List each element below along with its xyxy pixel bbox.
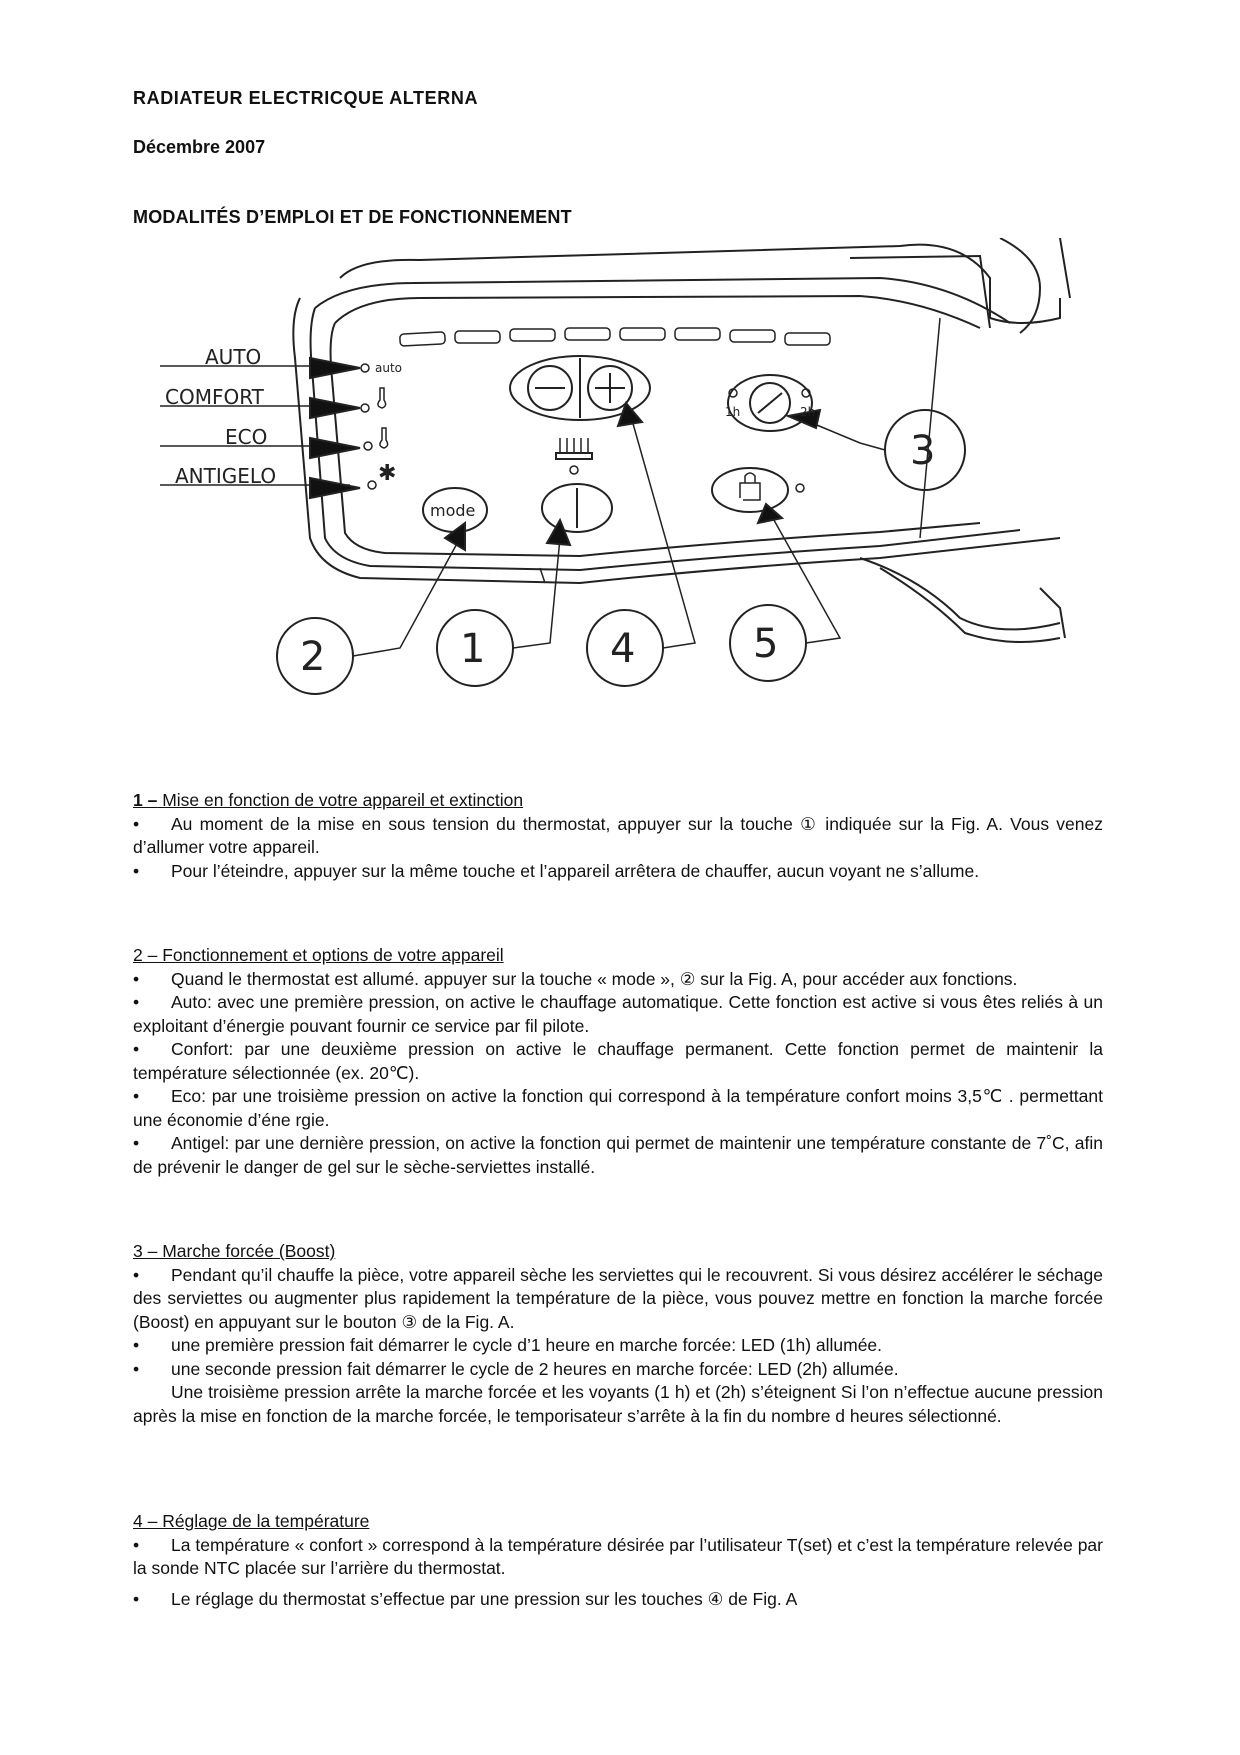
section-3-title: 3 – Marche forcée (Boost) — [133, 1241, 336, 1261]
section-2-para-2: • Auto: avec une première pression, on active le chauffage automatique. Cette fonction est active si vous êtes reliés à un exploitant d’énergie pouvant fournir ce service par fil pilote. — [133, 992, 1103, 1036]
label-antigelo: ANTIGELO — [175, 464, 277, 488]
callout-5: 5 — [753, 621, 779, 667]
svg-text:✱: ✱ — [378, 461, 397, 486]
section-4-para-1: • La température « confort » correspond à la température désirée par l’utilisateur T(set) et c’est la température relevée par la sonde NTC placée sur l’arrière du thermostat. — [133, 1534, 1103, 1578]
section-1-para-1: • Au moment de la mise en sous tension du thermostat, appuyer sur la touche ① indiquée sur la Fig. A. Vous venez d’allumer votre appareil. — [133, 813, 1103, 857]
section-2-para-4: • Eco: par une troisième pression on active la fonction qui correspond à la température confort moins 3,5℃ . permettant une économie d’éne rgie. — [133, 1086, 1103, 1130]
section-4 — [133, 1510, 1103, 1611]
callout-3: 3 — [910, 428, 936, 474]
section-4-para-2: • Le réglage du thermostat s’effectue par une pression sur les touches ④ de Fig. A — [133, 1588, 798, 1609]
section-1-para-2: • Pour l’éteindre, appuyer sur la même touche et l’appareil arrêtera de chauffer, aucun voyant ne s’allume. — [133, 860, 980, 881]
timer-2h-label: 2h — [800, 405, 816, 419]
document-title: RADIATEUR ELECTRICQUE ALTERNA — [133, 88, 479, 108]
thermostat-figure — [160, 238, 1120, 763]
section-1-title: 1 – Mise en fonction de votre appareil et extinction — [133, 790, 524, 810]
section-2-para-5: • Antigel: par une dernière pression, on active la fonction qui permet de maintenir une température constante de 7˚C, afin de prévenir le danger de gel sur le sèche-serviettes installé. — [133, 1133, 1103, 1177]
callout-4: 4 — [610, 626, 636, 672]
label-auto: AUTO — [205, 345, 262, 369]
document-subtitle: MODALITÉS D’EMPLOI ET DE FONCTIONNEMENT — [133, 207, 572, 227]
callout-2: 2 — [300, 634, 326, 680]
label-comfort: COMFORT — [165, 385, 264, 409]
callout-1: 1 — [460, 626, 486, 672]
section-3 — [133, 1240, 1103, 1428]
section-2 — [133, 944, 1103, 1179]
section-2-para-3: • Confort: par une deuxième pression on active le chauffage permanent. Cette fonction permet de maintenir la température sélectionnée (ex. 20℃). — [133, 1039, 1103, 1083]
section-2-para-1: • Quand le thermostat est allumé. appuyer sur la touche « mode », ② sur la Fig. A, pour accéder aux fonctions. — [133, 968, 1018, 989]
section-2-title: 2 – Fonctionnement et options de votre appareil — [133, 945, 504, 965]
section-4-title: 4 – Réglage de la température — [133, 1511, 370, 1531]
section-3-para-4: Une troisième pression arrête la marche forcée et les voyants (1 h) et (2h) s’éteignent Si l’on n’effectue aucune pression après la mise en fonction de la marche forcée, le temporisateur s’arrête à la fin du nombre d heures sélectionné. — [133, 1382, 1103, 1426]
document-date: Décembre 2007 — [133, 137, 266, 157]
section-3-para-2: • une première pression fait démarrer le cycle d’1 heure en marche forcée: LED (1h) allumée. — [133, 1335, 883, 1355]
section-1 — [133, 789, 1103, 883]
section-3-para-1: • Pendant qu’il chauffe la pièce, votre appareil sèche les serviettes qui le recouvrent. Si vous désirez accélérer le séchage des serviettes ou augmenter plus rapidement la température de la pièce, vous pouvez mettre en fonction la marche forcée (Boost) en appuyant sur le bouton ③ de la Fig. A. — [133, 1264, 1103, 1332]
label-eco: ECO — [225, 425, 268, 449]
timer-1h-label: 1h — [725, 405, 741, 419]
section-3-para-3: • une seconde pression fait démarrer le cycle de 2 heures en marche forcée: LED (2h) allumée. — [133, 1358, 899, 1379]
label-auto-small: auto — [375, 361, 403, 375]
mode-button-label: mode — [430, 501, 476, 520]
